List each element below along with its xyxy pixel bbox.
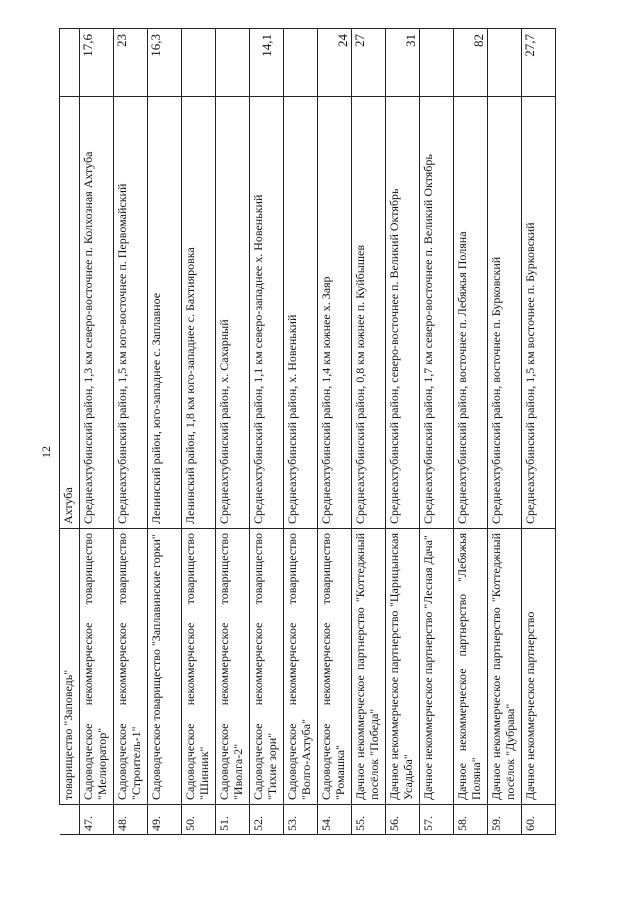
cell-name: Садоводческое некоммерческое товарищество "Тихие зори" [250, 529, 284, 805]
rotated-table-container [59, 29, 565, 835]
cell-name: Дачное некоммерческое партнерство "Коттеджный посёлок "Дубрава" [488, 529, 522, 805]
cell-location: Ахтуба [60, 97, 80, 529]
table-row [420, 29, 454, 835]
table-row [318, 29, 352, 835]
cell-name: Дачное некоммерческое партнерство "Царицынская Усадьба" [386, 529, 420, 805]
cell-number: 57. [420, 805, 454, 835]
cell-distance: 23 [114, 29, 148, 97]
cell-number: 60. [522, 805, 556, 835]
cell-name: Садоводческое некоммерческое товарищество "Мелиоратор" [80, 529, 114, 805]
cell-name: Садоводческое некоммерческое товарищество "Волго-Ахтуба" [284, 529, 318, 805]
cell-distance [182, 29, 216, 97]
cell-number: 53. [284, 805, 318, 835]
table-row [488, 29, 522, 835]
cell-distance [284, 29, 318, 97]
table-row [114, 29, 148, 835]
cell-number: 49. [148, 805, 182, 835]
table-row [454, 29, 488, 835]
cell-name: Дачное некоммерческое партнерство [522, 529, 556, 805]
cell-location: Среднеахтубинский район, восточнее п. Лебяжья Поляна [454, 97, 488, 529]
table-row [250, 29, 284, 835]
cell-location: Среднеахтубинский район, восточнее п. Бурковский [488, 97, 522, 529]
cell-distance: 27,7 [522, 29, 556, 97]
cell-number: 59. [488, 805, 522, 835]
cell-location: Среднеахтубинский район, 1,4 км южнее х. Заяр [318, 97, 352, 529]
cell-distance [60, 29, 80, 97]
cell-location: Среднеахтубинский район, 0,8 км южнее п. Куйбышев [352, 97, 386, 529]
table-row [148, 29, 182, 835]
cell-number: 47. [80, 805, 114, 835]
table-row [386, 29, 420, 835]
cell-distance: 82 [454, 29, 488, 97]
cell-location: Среднеахтубинский район, 1,3 км северо-восточнее п. Колхозная Ахтуба [80, 97, 114, 529]
cell-location: Среднеахтубинский район, х. Новенький [284, 97, 318, 529]
cell-location: Среднеахтубинский район, северо-восточнее п. Великий Октябрь [386, 97, 420, 529]
cell-name: Дачное некоммерческое партнерство "Лесная Дача" [420, 529, 454, 805]
register-table [59, 28, 556, 835]
page-number: 12 [39, 446, 53, 458]
table-row [80, 29, 114, 835]
register-table-body [60, 29, 556, 835]
cell-number: 50. [182, 805, 216, 835]
cell-distance [216, 29, 250, 97]
table-row [182, 29, 216, 835]
cell-distance: 27 [352, 29, 386, 97]
cell-location: Среднеахтубинский район, х. Сахарный [216, 97, 250, 529]
cell-name: Садоводческое некоммерческое товарищество "Шинник" [182, 529, 216, 805]
cell-name: Дачное некоммерческое партнерство "Коттеджный посёлок "Победа" [352, 529, 386, 805]
cell-distance: 31 [386, 29, 420, 97]
table-row-continuation [60, 29, 80, 835]
cell-location: Среднеахтубинский район, 1,7 км северо-восточнее п. Великий Октябрь [420, 97, 454, 529]
cell-name: Садоводческое товарищество "Заплавинские горки" [148, 529, 182, 805]
cell-number [60, 805, 80, 835]
cell-number: 56. [386, 805, 420, 835]
cell-name: товарищество "Заповедь" [60, 529, 80, 805]
cell-location: Ленинский район, 1,8 км юго-западнее с. Бахтияровка [182, 97, 216, 529]
cell-name: Дачное некоммерческое партнерство "Лебяжья Поляна" [454, 529, 488, 805]
cell-distance: 17,6 [80, 29, 114, 97]
cell-distance [420, 29, 454, 97]
cell-distance [488, 29, 522, 97]
cell-number: 58. [454, 805, 488, 835]
cell-name: Садоводческое некоммерческое товарищество "Иволга-2" [216, 529, 250, 805]
cell-location: Среднеахтубинский район, 1,5 км юго-восточнее п. Первомайский [114, 97, 148, 529]
table-row [284, 29, 318, 835]
cell-number: 48. [114, 805, 148, 835]
cell-number: 51. [216, 805, 250, 835]
cell-location: Среднеахтубинский район, 1,1 км северо-западнее х. Новенький [250, 97, 284, 529]
cell-location: Ленинский район, юго-западнее с. Заплавное [148, 97, 182, 529]
table-row [216, 29, 250, 835]
table-row [352, 29, 386, 835]
cell-name: Садоводческое некоммерческое товарищество "Ромашка" [318, 529, 352, 805]
cell-distance: 14,1 [250, 29, 284, 97]
cell-location: Среднеахтубинский район, 1,5 км восточнее п. Бурковский [522, 97, 556, 529]
cell-distance: 16,3 [148, 29, 182, 97]
cell-name: Садоводческое некоммерческое товарищество "Строитель-1" [114, 529, 148, 805]
cell-distance: 24 [318, 29, 352, 97]
cell-number: 54. [318, 805, 352, 835]
cell-number: 52. [250, 805, 284, 835]
cell-number: 55. [352, 805, 386, 835]
table-row [522, 29, 556, 835]
